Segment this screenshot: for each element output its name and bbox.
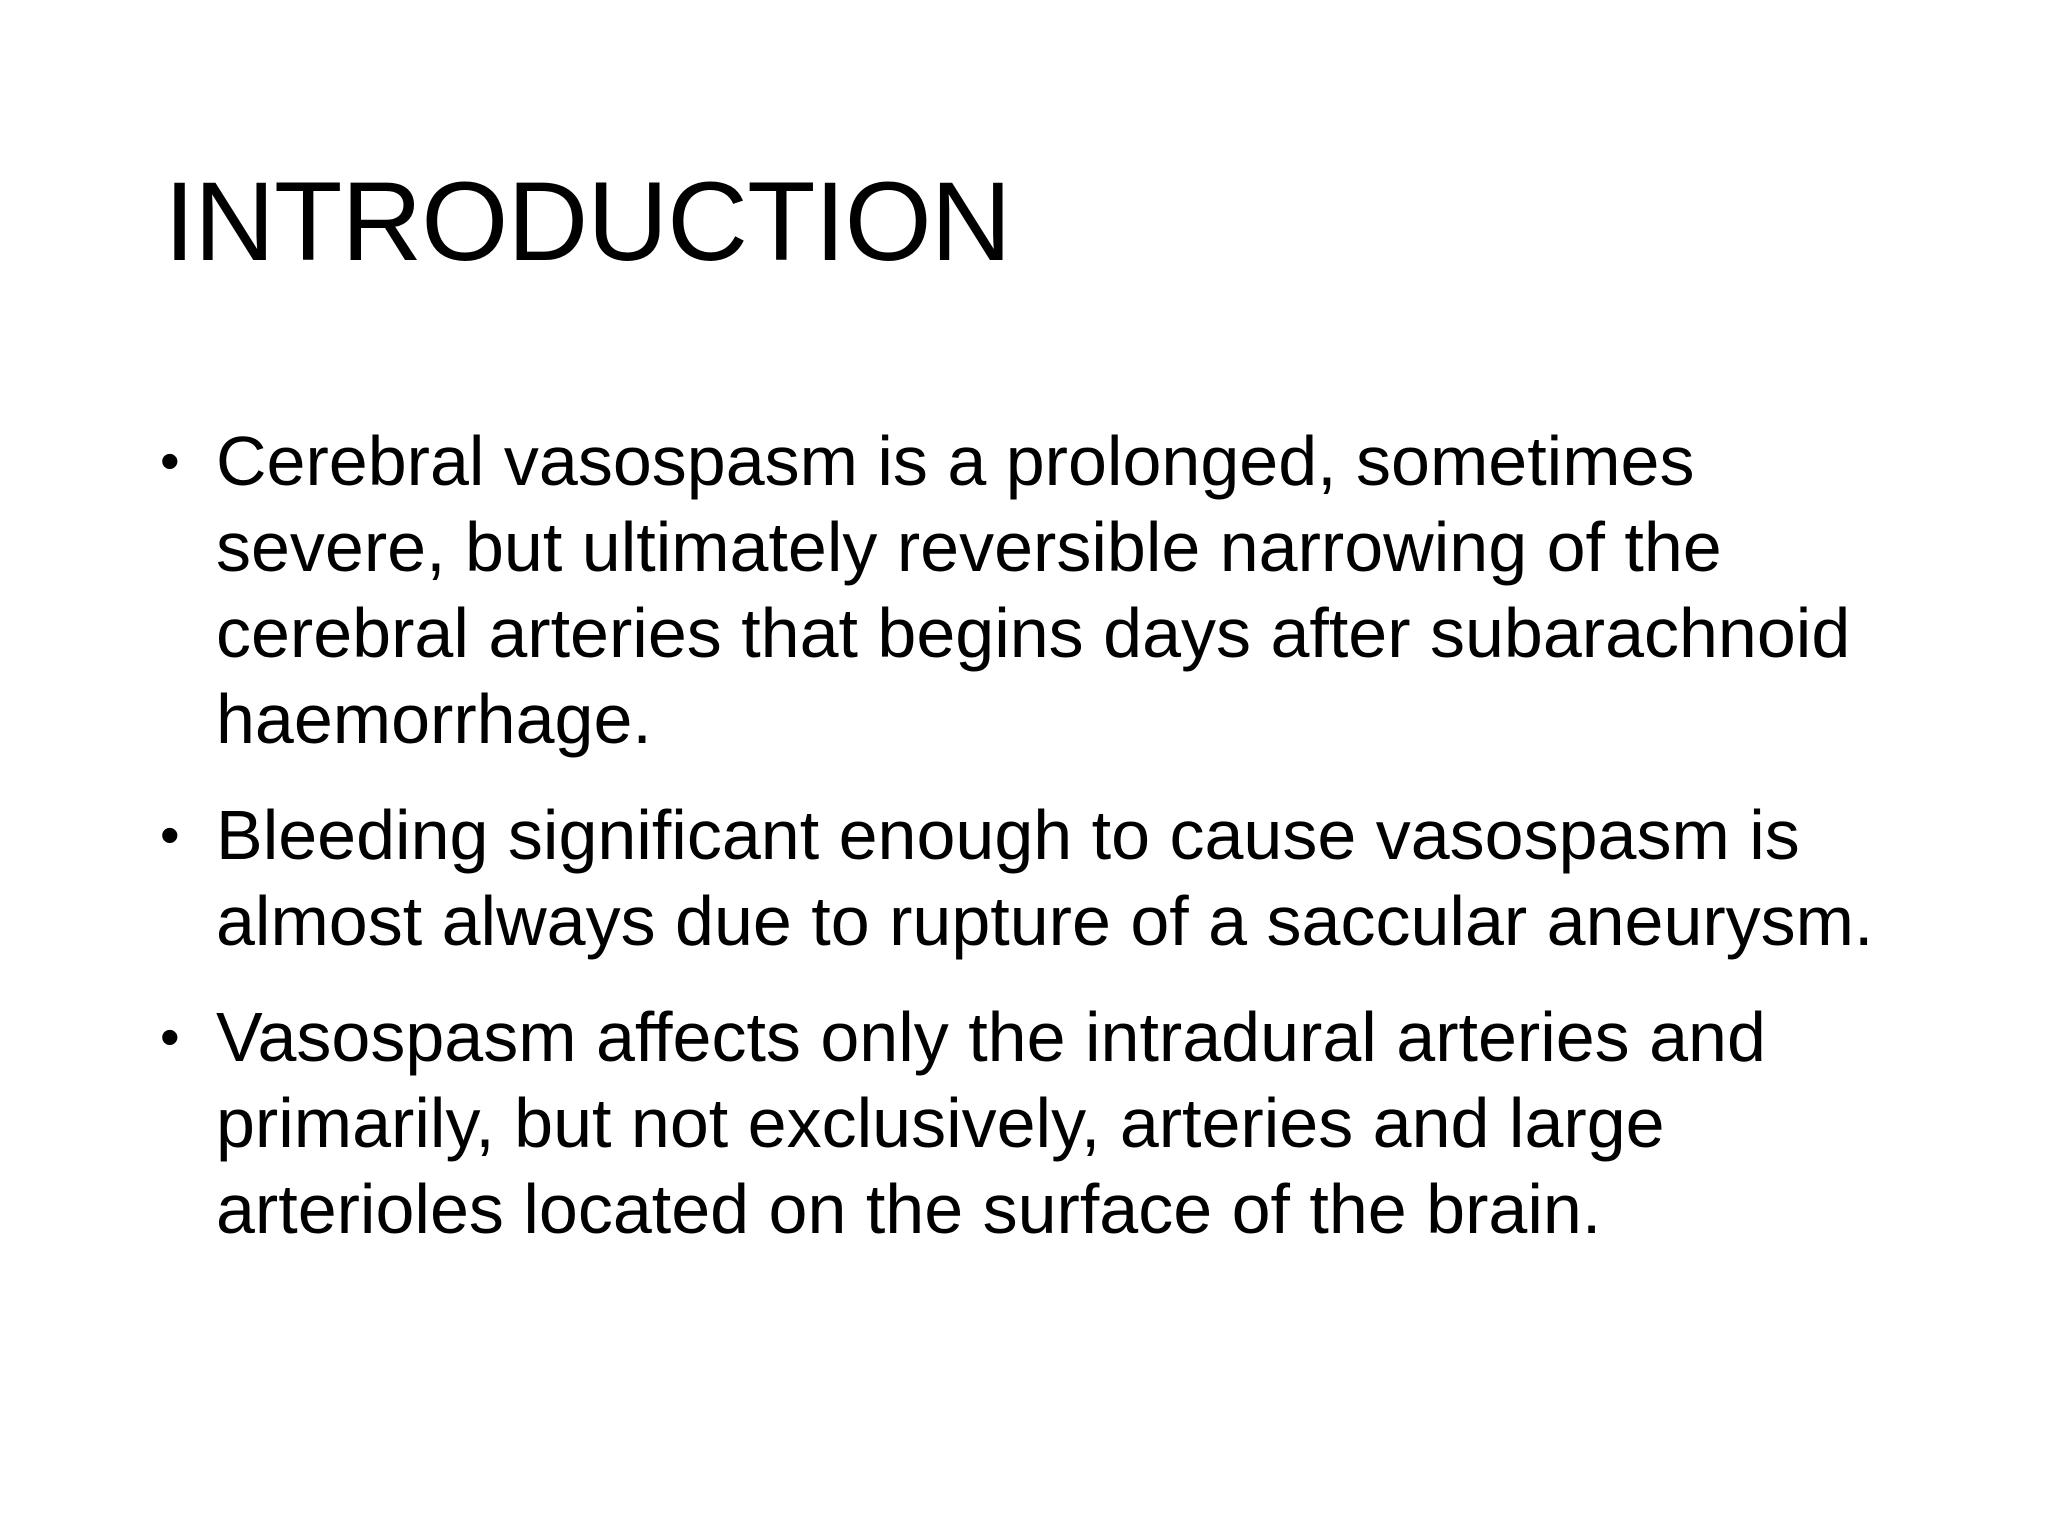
bullet-text-2: Bleeding significant enough to cause vasospasm is almost always due to rupture of a saccular aneurysm. <box>216 796 1874 960</box>
bullet-text-3: Vasospasm affects only the intradural arteries and primarily, but not exclusively, arteries and large arterioles located on the surface of the brain. <box>216 998 1766 1248</box>
bullet-item-1 <box>160 418 1880 762</box>
bullet-text-1: Cerebral vasospasm is a prolonged, sometimes severe, but ultimately reversible narrowing of the cerebral arteries that begins days after subarachnoid haemorrhage. <box>216 422 1851 758</box>
bullet-dot-icon: • <box>160 1005 180 1068</box>
bullet-item-3 <box>160 994 1880 1252</box>
bullet-dot-icon: • <box>160 803 180 866</box>
slide-title: INTRODUCTION <box>164 159 1011 284</box>
bullet-item-2 <box>160 792 1880 964</box>
bullet-list <box>160 418 1880 1282</box>
bullet-dot-icon: • <box>160 429 180 492</box>
